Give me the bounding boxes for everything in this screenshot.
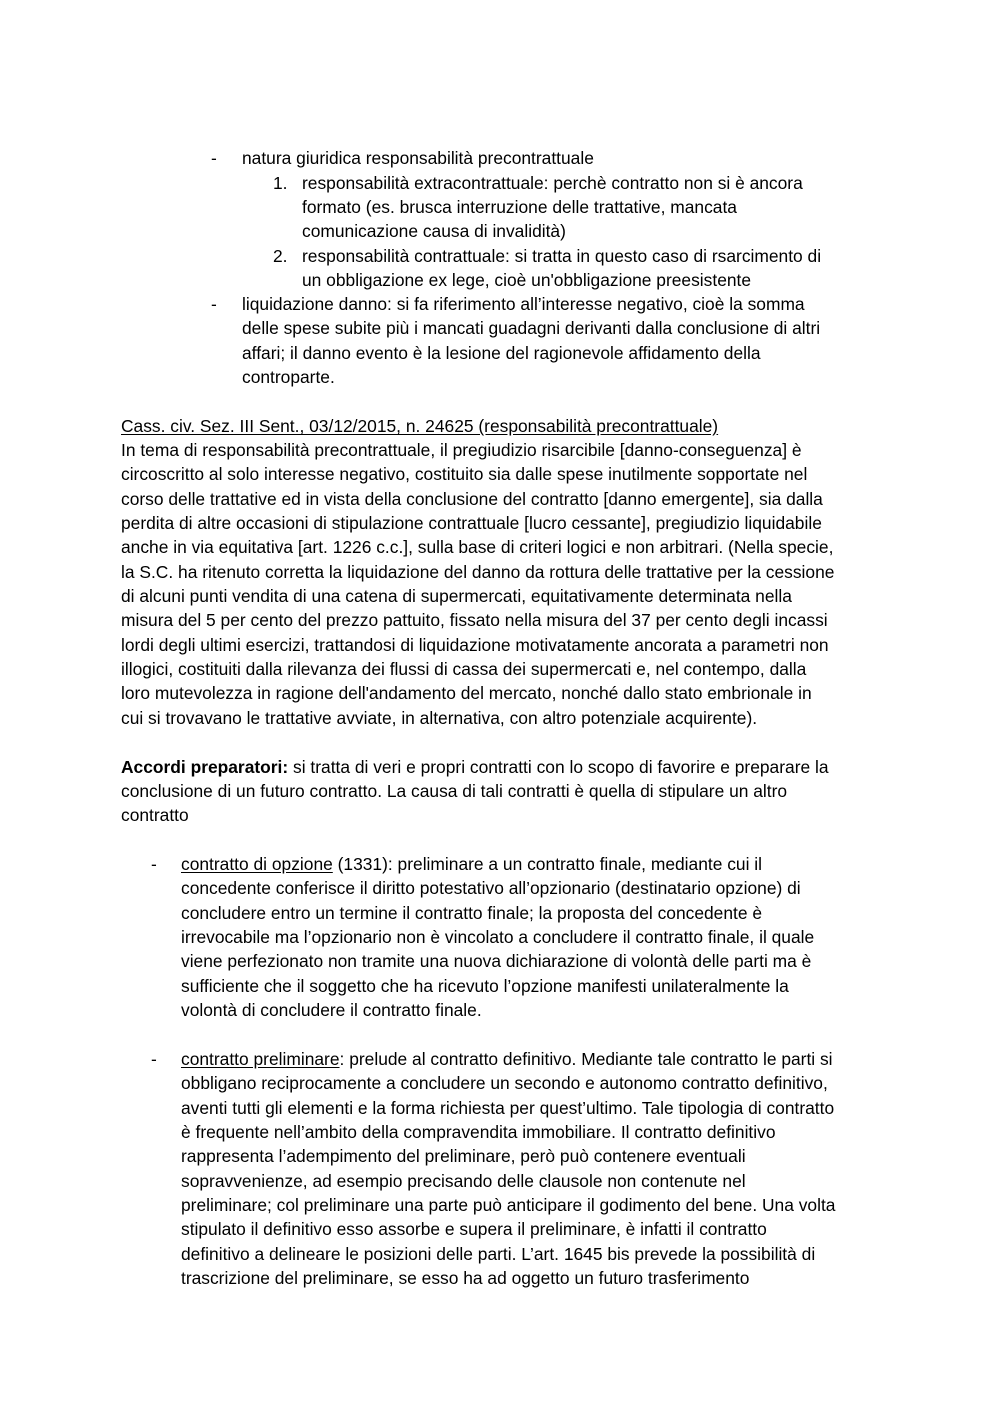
case-line: circoscritto al solo interesse negativo, costituito sia dalle spese inutilmente sopportate nel [121, 464, 808, 484]
preliminare-first-line: contratto preliminare: prelude al contratto definitivo. Mediante tale contratto le parti si [181, 1049, 833, 1069]
opzione-line: volontà di concludere il contratto finale. [181, 1000, 482, 1020]
list-item-line: delle spese subite più i mancati guadagni derivanti dalla conclusione di altri [242, 318, 821, 338]
list-item-line: affari; il danno evento è la lesione del ragionevole affidamento della [242, 343, 761, 363]
list-item-line: controparte. [242, 367, 335, 387]
case-line: illogici, costituiti dalla rilevanza dei flussi di cassa dei supermercati e, nel contempo, dalla [121, 659, 807, 679]
case-line: lordi degli ultimi esercizi, trattandosi di liquidazione motivatamente ancorata a parametri non [121, 635, 829, 655]
accordi-line: conclusione di un futuro contratto. La causa di tali contratti è quella di stipulare un altro [121, 781, 788, 801]
list-bullet: - [151, 1049, 157, 1069]
case-line: la S.C. ha ritenuto corretta la liquidazione del danno da rottura delle trattative per la cessione [121, 562, 835, 582]
sublist-line: un obbligazione ex lege, cioè un'obbligazione preesistente [302, 270, 752, 290]
case-line: misura del 5 per cento del prezzo pattuito, fissato nella misura del 37 per cento degli incassi [121, 610, 828, 630]
opzione-line: concludere entro un termine il contratto finale; la proposta del concedente è [181, 903, 763, 923]
preliminare-line: definitivo a delineare le posizioni delle parti. L’art. 1645 bis prevede la possibilità di [181, 1244, 816, 1264]
preliminare-line: aventi tutti gli elementi e la forma richiesta per quest’ultimo. Tale tipologia di contratto [181, 1098, 835, 1118]
accordi-term: Accordi preparatori: [121, 757, 289, 777]
opzione-first-line: contratto di opzione (1331): preliminare a un contratto finale, mediante cui il [181, 854, 762, 874]
case-line: corso delle trattative ed in vista della conclusione del contratto [danno emergente], sia dalla [121, 489, 823, 509]
opzione-line: viene perfezionato non tramite una nuova dichiarazione di volontà delle parti ma è [181, 951, 812, 971]
opzione-term: contratto di opzione [181, 854, 333, 874]
sublist-line: comunicazione causa di invalidità) [302, 221, 566, 241]
opzione-line: concedente conferisce il diritto potestativo all’opzionario (destinatario opzione) di [181, 878, 801, 898]
opzione-line: irrevocabile ma l’opzionario non è vincolato a concludere il contratto finale, il quale [181, 927, 815, 947]
preliminare-line: obbligano reciprocamente a concludere un secondo e autonomo contratto definitivo, [181, 1073, 828, 1093]
preliminare-line: preliminare; col preliminare una parte può anticipare il godimento del bene. Una volta [181, 1195, 836, 1215]
preliminare-line: stipulato il definitivo esso assorbe e supera il preliminare, è infatti il contratto [181, 1219, 767, 1239]
list-bullet: - [211, 294, 217, 314]
preliminare-line: rappresenta l’adempimento del preliminare, però può contenere eventuali [181, 1146, 746, 1166]
list-bullet: - [151, 854, 157, 874]
case-line: loro mutevolezza in ragione dell'andamento del mercato, nonché dallo stato embrionale in [121, 683, 812, 703]
case-line: cui si trovavano le trattative avviate, in alternativa, con altro potenziale acquirente). [121, 708, 758, 728]
case-line: In tema di responsabilità precontrattuale, il pregiudizio risarcibile [danno-conseguenza] è [121, 440, 802, 460]
preliminare-line: trascrizione del preliminare, se esso ha ad oggetto un futuro trasferimento [181, 1268, 750, 1288]
case-line: anche in via equitativa [art. 1226 c.c.], sulla base di criteri logici e non arbitrari. (Nella specie, [121, 537, 834, 557]
sublist-line: responsabilità contrattuale: si tratta in questo caso di rsarcimento di [302, 246, 822, 266]
list-item-line: liquidazione danno: si fa riferimento all’interesse negativo, cioè la somma [242, 294, 805, 314]
list-item-text: natura giuridica responsabilità precontrattuale [242, 148, 594, 168]
preliminare-term: contratto preliminare [181, 1049, 340, 1069]
case-line: perdita di altre occasioni di stipulazione contrattuale [lucro cessante], pregiudizio liquidabile [121, 513, 822, 533]
preliminare-line: sopravvenienze, ad esempio precisando delle clausole non contenute nel [181, 1171, 746, 1191]
sublist-line: responsabilità extracontrattuale: perchè contratto non si è ancora [302, 173, 803, 193]
preliminare-line: è frequente nell’ambito della compravendita immobiliare. Il contratto definitivo [181, 1122, 776, 1142]
accordi-line: contratto [121, 805, 189, 825]
sublist-number: 2. [273, 246, 288, 266]
accordi-first-line: Accordi preparatori: si tratta di veri e propri contratti con lo scopo di favorire e preparare la [121, 757, 829, 777]
list-bullet: - [211, 148, 217, 168]
case-citation: Cass. civ. Sez. III Sent., 03/12/2015, n. 24625 (responsabilità precontrattuale) [121, 416, 719, 436]
case-line: di alcuni punti vendita di una catena di supermercati, equitativamente determinata nella [121, 586, 792, 606]
sublist-number: 1. [273, 173, 288, 193]
sublist-line: formato (es. brusca interruzione delle trattative, mancata [302, 197, 737, 217]
opzione-line: sufficiente che il soggetto che ha ricevuto l’opzione manifesti unilateralmente la [181, 976, 789, 996]
